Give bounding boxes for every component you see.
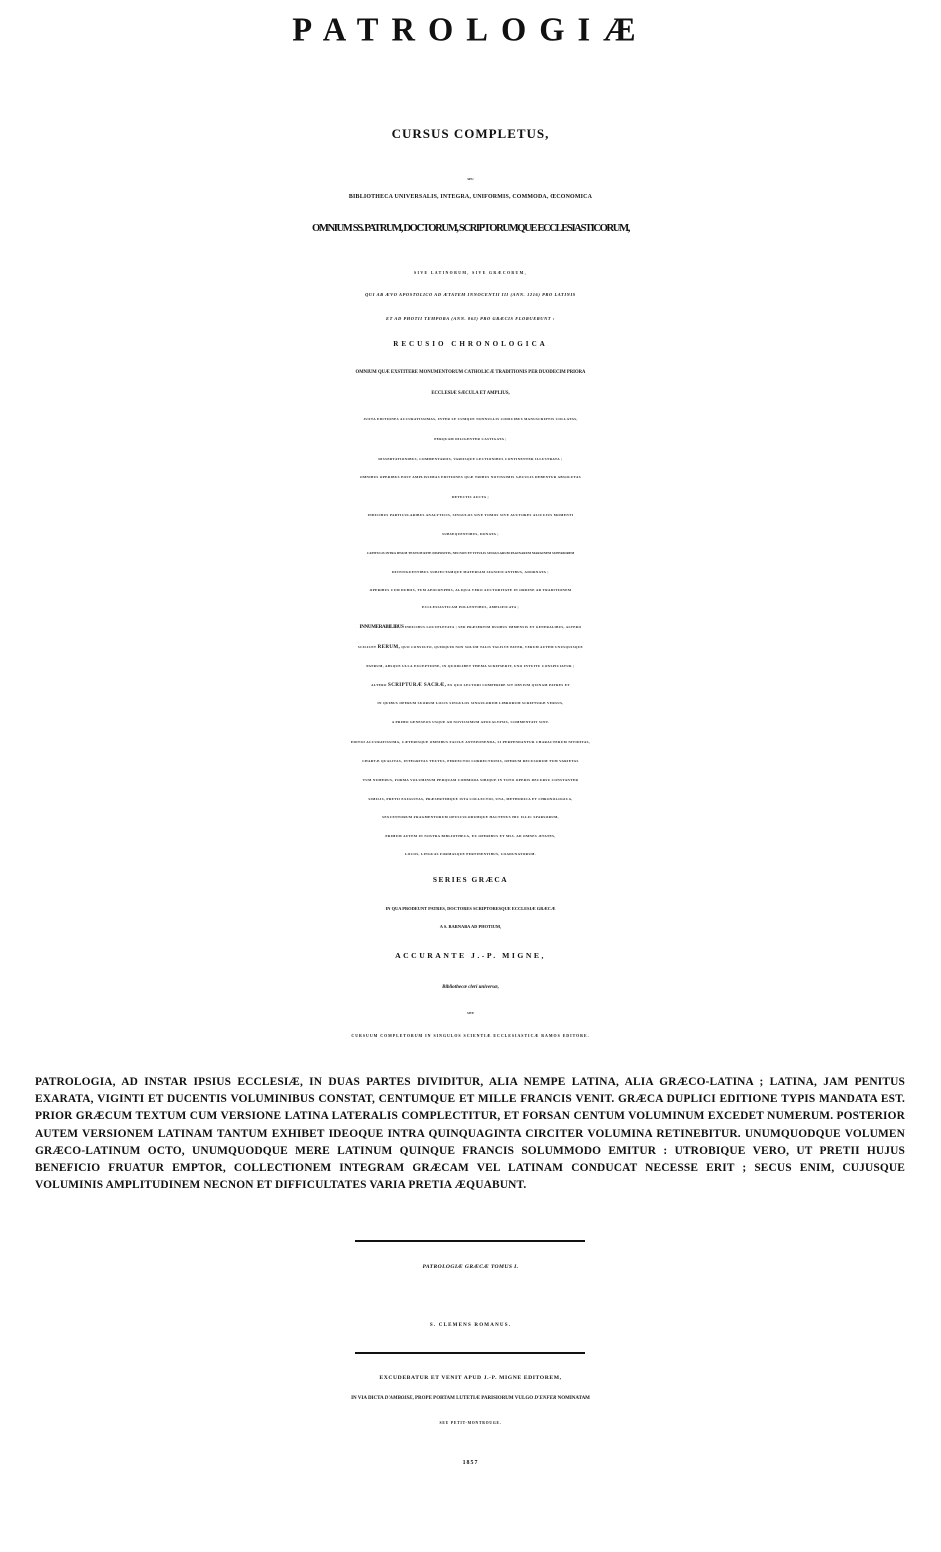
text-line: CHARTÆ QUALITAS, INTEGRITAS TEXTUS, PERFECTIO CORRECTIONIS, OPERUM RECUSORUM TUM VARIETAS xyxy=(362,759,579,763)
publication-year: 1857 xyxy=(462,1460,479,1466)
amboise-word: D'AMBOISE xyxy=(384,1396,413,1401)
text-line: IN QUIBUS OPERUM SUORUM LOCIS SINGULOS SINGULORUM LIBRORUM SCRIPTURÆ VERSUS, xyxy=(377,701,564,705)
text-span: SCILICET xyxy=(357,645,378,649)
text-line xyxy=(0,645,941,650)
text-line: OMNIBUS OPERIBUS POST AMPLISSIMAS EDITIONES QUÆ TRIBUS NOVISSIMIS SÆCULIS DEBENTUR ABSOLUTAS xyxy=(360,475,581,479)
text-line: DISSERTATIONIBUS, COMMENTARIIS, VARIISQUE LECTIONIBUS CONTINENTER ILLUSTRATA ; xyxy=(378,457,563,461)
accurante-line: ACCURANTE J.-P. MIGNE, xyxy=(395,951,546,960)
text-span: QUO CONSULTO, QUIDQUID NON SOLUM TALIS TALISVE PATER, VERUM AUTEM UNUSQUISQUE xyxy=(400,645,584,649)
text-line: PERQUAM DILIGENTER CASTIGATA ; xyxy=(434,437,507,441)
text-line: SUBSEQUENTIBUS, DONATA ; xyxy=(442,532,499,536)
recusio-heading: RECUSIO CHRONOLOGICA xyxy=(393,340,548,348)
text-line xyxy=(0,683,941,688)
scripturae-sacrae-words: SCRIPTURÆ SACRÆ, xyxy=(388,683,447,688)
text-line: ECCLESIASTICAM POLLENTIBUS, AMPLIFICATA ; xyxy=(421,605,520,609)
qui-line-1: QUI AB ÆVO APOSTOLICO AD ÆTATEM INNOCENTII III (ANN. 1216) PRO LATINIS xyxy=(365,292,576,297)
text-line: CAPITULIS INTRA IPSUM TEXTUM RITE DISPOSITIS, NECNON ET TITULIS SINGULARUM PAGINARUM MARGINEM SUPERIOREM xyxy=(366,551,575,555)
text-line: JUXTA EDITIONES ACCURATISSIMAS, INTER SE CUMQUE NONNULLIS CODICIBUS MANUSCRIPTIS COLLATAS, xyxy=(363,417,578,421)
text-line: PRIMUM AUTEM IN NOSTRA BIBLIOTHECA, EX OPERIBUS ET MSS. AD OMNES ÆTATES, xyxy=(385,834,556,838)
text-span: ALTERO xyxy=(371,683,389,687)
enfer-word: D'ENFER xyxy=(534,1396,557,1401)
text-span: INDICIBUS LOCUPLETATA ; SED PRÆSERTIM DUOBUS IMMENSIS ET GENERALIBUS, ALTERO xyxy=(403,625,582,629)
bibliotheca-line: BIBLIOTHECA UNIVERSALIS, INTEGRA, UNIFORMIS, COMMODA, ŒCONOMICA xyxy=(348,194,593,200)
text-line: DETECTIS AUCTA ; xyxy=(452,495,489,499)
sive-word: SIVE xyxy=(467,1011,474,1015)
in-via-line xyxy=(0,1396,941,1401)
text-line xyxy=(0,625,941,630)
description-paragraph: PATROLOGIA, AD INSTAR IPSIUS ECCLESIÆ, IN DUAS PARTES DIVIDITUR, ALIA NEMPE LATINA, ALIA GRÆCO-LATINA ; LATINA, JAM PENITUS EXARATA, VIGINTI ET DUCENTIS VOLUMINIBUS CONSTAT, CENTUMQUE ET MILLE FRANCIS VENIT. GRÆCA DUPLICI EDITIONE TYPIS MANDATA EST. PRIOR GRÆCUM TEXTUM CUM VERSIONE LATINA LATERALIS COMPLECTITUR, ET FORSAN CENTUM VOLUMINUM EXCEDET NUMERUM. POSTERIOR AUTEM VERSIONEM LATINAM TANTUM EXHIBET IDEOQUE INTRA QUINQUAGINTA CIRCITER VOLUMINA RETINEBITUR. UNUMQUODQUE VOLUMEN GRÆCO-LATINUM OCTO, UNUMQUODQUE MERE LATINUM QUINQUE FRANCIS SOLUMMODO EMITUR : UTROBIQUE VERO, UT PRETII HUJUS BENEFICIO FRUATUR EMPTOR, COLLECTIONEM INTEGRAM GRÆCAM VEL LATINAM CONDUCAT NECESSE ERIT ; SECUS ENIM, CUJUSQUE VOLUMINIS AMPLITUDINEM NECNON ET DIFFICULTATES VARIA PRETIA ÆQUABUNT. xyxy=(35,1076,905,1192)
omnium-quae-line-2: ECCLESIÆ SÆCULA ET AMPLIUS, xyxy=(431,391,510,396)
divider-rule xyxy=(355,1240,585,1242)
excudebatur-line: EXCUDEBATUR ET VENIT APUD J.-P. MIGNE EDITOREM, xyxy=(379,1375,562,1381)
text-line: EDITIO ACCURATISSIMA, CÆTERISQUE OMNIBUS FACILE ANTEPONENDA, SI PERPENDANTUR CHARACTERUM NITIDITAS, xyxy=(350,740,591,744)
text-line: DISTINGUENTIBUS SUBJECTAMQUE MATERIAM SIGNIFICANTIBUS, ADORNATA ; xyxy=(392,570,549,574)
text-line: OPERIBUS CUM DUBIIS, TUM APOCRYPHIS, ALIQUA VERO AUCTORITATE IN ORDINE AD TRADITIONEM xyxy=(369,588,572,592)
subtitle: CURSUS COMPLETUS, xyxy=(391,126,550,141)
text-span: , PROPE PORTAM LUTETIÆ PARISIORUM VULGO xyxy=(412,1396,535,1401)
cursuum-line: CURSUUM COMPLETORUM IN SINGULOS SCIENTIÆ ECCLESIASTICÆ RAMOS EDITORE. xyxy=(351,1034,590,1038)
author-line: S. CLEMENS ROMANUS. xyxy=(429,1323,512,1328)
seu-word: SEU xyxy=(467,177,474,181)
main-title: PATROLOGIÆ xyxy=(292,11,649,49)
divider-rule xyxy=(355,1352,585,1354)
in-qua-line-1: IN QUA PRODEUNT PATRES, DOCTORES SCRIPTORESQUE ECCLESIÆ GRÆCÆ xyxy=(385,906,556,911)
text-line: INDICIBUS PARTICULARIBUS ANALYTICIS, SINGULOS SIVE TOMOS SIVE AUCTORES ALICUJUS MOMENTI xyxy=(367,513,574,517)
sive-latinorum-line: SIVE LATINORUM, SIVE GRÆCORUM, xyxy=(413,271,528,275)
rerum-word: RERUM, xyxy=(377,645,401,650)
series-heading: SERIES GRÆCA xyxy=(432,875,509,884)
text-span: EX QUO LECTORI COMPERIRE SIT OBVIUM QUINAM PATRES ET xyxy=(446,683,570,687)
text-line: SEXCENTORUM FRAGMENTORUM OPUSCULORUMQUE HACTENUS HIC ILLIC SPARSORUM, xyxy=(382,815,559,819)
text-line: A PRIMO GENESEOS USQUE AD NOVISSIMUM APOCALYPSIS, COMMENTATI SINT. xyxy=(391,720,550,724)
text-line: SIMILIS, PRETII EXIGUITAS, PRÆSERTIMQUE ISTA COLLECTIO, UNA, METHODICA ET CHRONOLOGICA, xyxy=(368,797,573,801)
omnium-quae-line-1: OMNIUM QUÆ EXSTITERE MONUMENTORUM CATHOLICÆ TRADITIONIS PER DUODECIM PRIORA xyxy=(355,370,586,375)
innumerabilibus-word: INNUMERABILIBUS xyxy=(359,625,404,630)
text-line: LOCOS, LINGUAS FORMASQUE PERTINENTIBUS, COADUNATORUM. xyxy=(405,852,536,856)
text-line: PATRUM, ABSQUE ULLA EXCEPTIONE, IN QUODLIBET THEMA SCRIPSERIT, UNO INTUITU CONSPICIATUR ; xyxy=(366,664,575,668)
bibliothecae-cleri-line: Bibliothecæ cleri universæ, xyxy=(442,985,499,990)
text-span: IN VIA DICTA xyxy=(351,1396,385,1401)
text-span: NOMINATAM xyxy=(556,1396,590,1401)
in-qua-line-2: A S. BARNABA AD PHOTIUM, xyxy=(439,924,502,929)
tomus-line: PATROLOGIÆ GRÆCÆ TOMUS I. xyxy=(422,1264,519,1270)
qui-line-2: ET AD PHOTII TEMPORA (ANN. 863) PRO GRÆCIS FLORUERUNT : xyxy=(386,316,555,321)
text-line: TUM NUMERUS, FORMA VOLUMINUM PERQUAM COMMODA SIBIQUE IN TOTO OPERIS DECURSU CONSTANTER xyxy=(362,778,579,782)
petit-montrouge-line: SEU PETIT-MONTROUGE. xyxy=(439,1421,502,1425)
omnium-patrum-line: OMNIUM SS. PATRUM, DOCTORUM, SCRIPTORUMQUE ECCLESIASTICORUM, xyxy=(312,223,629,234)
